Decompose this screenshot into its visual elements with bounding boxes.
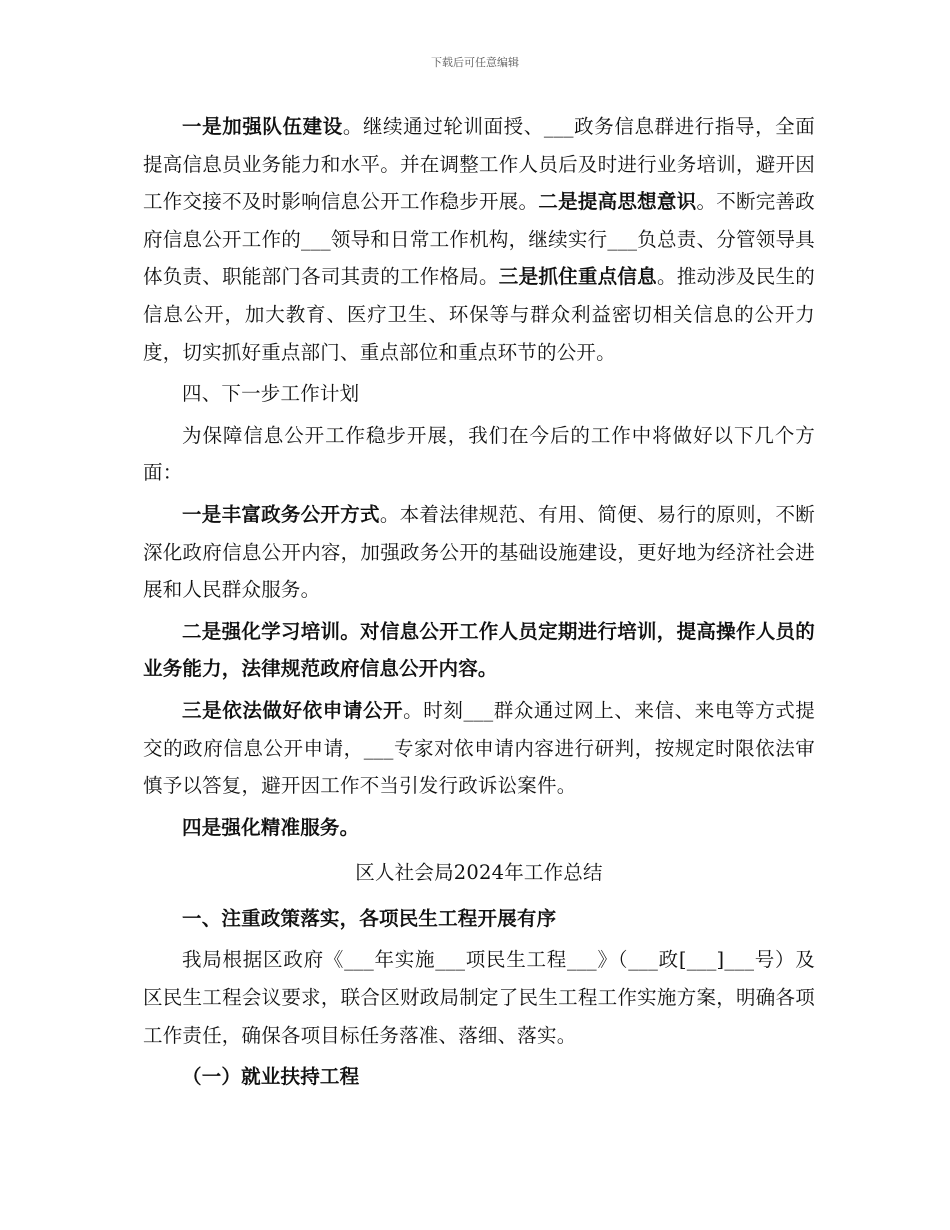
paragraph-measures [143,108,815,371]
text-key-info: 。推动涉及民生的信息公开，加大教育、医疗卫生、环保等与群众利益密切相关信息的公开力度，切实抓好重点部门、重点部位和重点环节的公开。 [143,265,815,364]
lead-key-info: 三是抓住重点信息 [498,265,657,289]
document-body [143,108,815,1096]
section-heading-policy: 一、注重政策落实，各项民生工程开展有序 [182,906,557,930]
text-plan-3: 。时刻___群众通过网上、来信、来电等方式提交的政府信息公开申请，___专家对依申请内容进行研判，按规定时限依法审慎予以答复，避开因工作不当引发行政诉讼案件。 [143,698,815,798]
subsection-heading-employment: （一）就业扶持工程 [182,1065,360,1089]
paragraph-policy: 我局根据区政府《___年实施___项民生工程___》（___政[___]___号）及区民生工程会议要求，联合区财政局制定了民生工程工作实施方案，明确各项工作责任，确保各项目标任务落准、落细、落实。 [143,948,815,1047]
lead-plan-1: 一是丰富政务公开方式 [182,502,380,526]
section-heading-next-plan: 四、下一步工作计划 [182,382,360,406]
paragraph-plan-2: 二是强化学习培训。对信息公开工作人员定期进行培训，提高操作人员的业务能力，法律规范政府信息公开内容。 [143,619,815,681]
lead-awareness: 二是提高思想意识 [538,190,697,214]
lead-team-building: 一是加强队伍建设 [182,115,343,138]
text-plan-1: 。本着法律规范、有用、简便、易行的原则，不断深化政府信息公开内容，加强政务公开的基础设施建设，更好地为经济社会进展和人民群众服务。 [143,502,815,602]
paragraph-plan-4: 四是强化精准服务。 [182,815,360,839]
lead-plan-3: 三是依法做好依申请公开 [182,698,404,722]
document-title: 区人社会局2024年工作总结 [355,861,603,885]
text-awareness: 。不断完善政府信息公开工作的___领导和日常工作机构，继续实行___负总责、分管领导具体负责、职能部门各司其责的工作格局。 [143,190,815,289]
text-team-building: 。继续通过轮训面授、___政务信息群进行指导，全面提高信息员业务能力和水平。并在调整工作人员后及时进行业务培训，避开因工作交接不及时影响信息公开工作稳步开展。 [143,115,815,214]
paragraph-intro-plan: 为保障信息公开工作稳步开展，我们在今后的工作中将做好以下几个方面： [143,423,815,485]
paragraph-plan-3 [143,692,815,805]
paragraph-plan-1 [143,496,815,609]
page-header: 下载后可任意编辑 [431,56,519,69]
